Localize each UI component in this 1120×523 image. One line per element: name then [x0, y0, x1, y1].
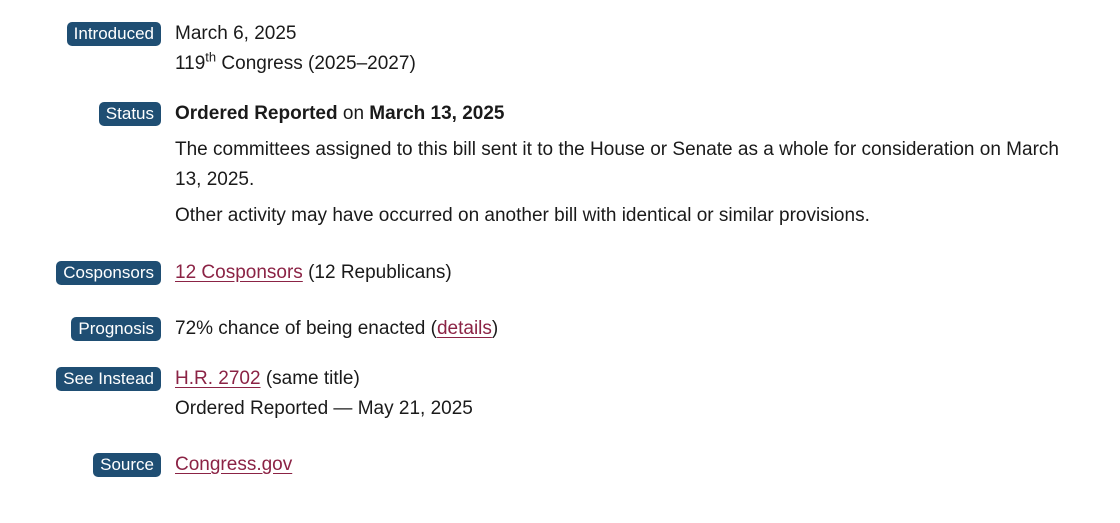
status-on: on	[337, 103, 370, 124]
prognosis-badge: Prognosis	[71, 317, 161, 341]
source-badge: Source	[93, 453, 161, 477]
related-bill-status: Ordered Reported — May 21, 2025	[175, 398, 473, 419]
congress-ordinal-suffix: th	[205, 49, 217, 65]
cosponsors-link[interactable]: 12 Cosponsors	[175, 262, 303, 283]
status-line	[175, 99, 1080, 129]
status-badge: Status	[99, 102, 161, 126]
congress-range: Congress (2025–2027)	[216, 53, 416, 74]
status-date: March 13, 2025	[369, 103, 505, 124]
status-text: Ordered Reported	[175, 103, 338, 124]
introduced-date: March 6, 2025	[175, 23, 297, 44]
status-description: The committees assigned to this bill sent it to the House or Senate as a whole for consideration on March 13, 2025.	[175, 139, 1059, 190]
prognosis-close-paren: )	[491, 318, 499, 339]
congress-session	[175, 49, 1080, 79]
prognosis-details-link[interactable]: details	[436, 318, 492, 339]
cosponsors-detail: (12 Republicans)	[302, 262, 452, 283]
source-link[interactable]: Congress.gov	[175, 454, 293, 475]
see-instead-badge: See Instead	[56, 367, 161, 391]
prognosis-text: 72% chance of being enacted (	[175, 318, 437, 339]
related-bill-detail: (same title)	[260, 368, 360, 389]
related-bill-link[interactable]: H.R. 2702	[175, 368, 261, 389]
congress-number: 119	[175, 53, 206, 74]
status-note: Other activity may have occurred on another bill with identical or similar provisions.	[175, 205, 870, 226]
cosponsors-badge: Cosponsors	[56, 261, 161, 285]
introduced-badge: Introduced	[67, 22, 161, 46]
